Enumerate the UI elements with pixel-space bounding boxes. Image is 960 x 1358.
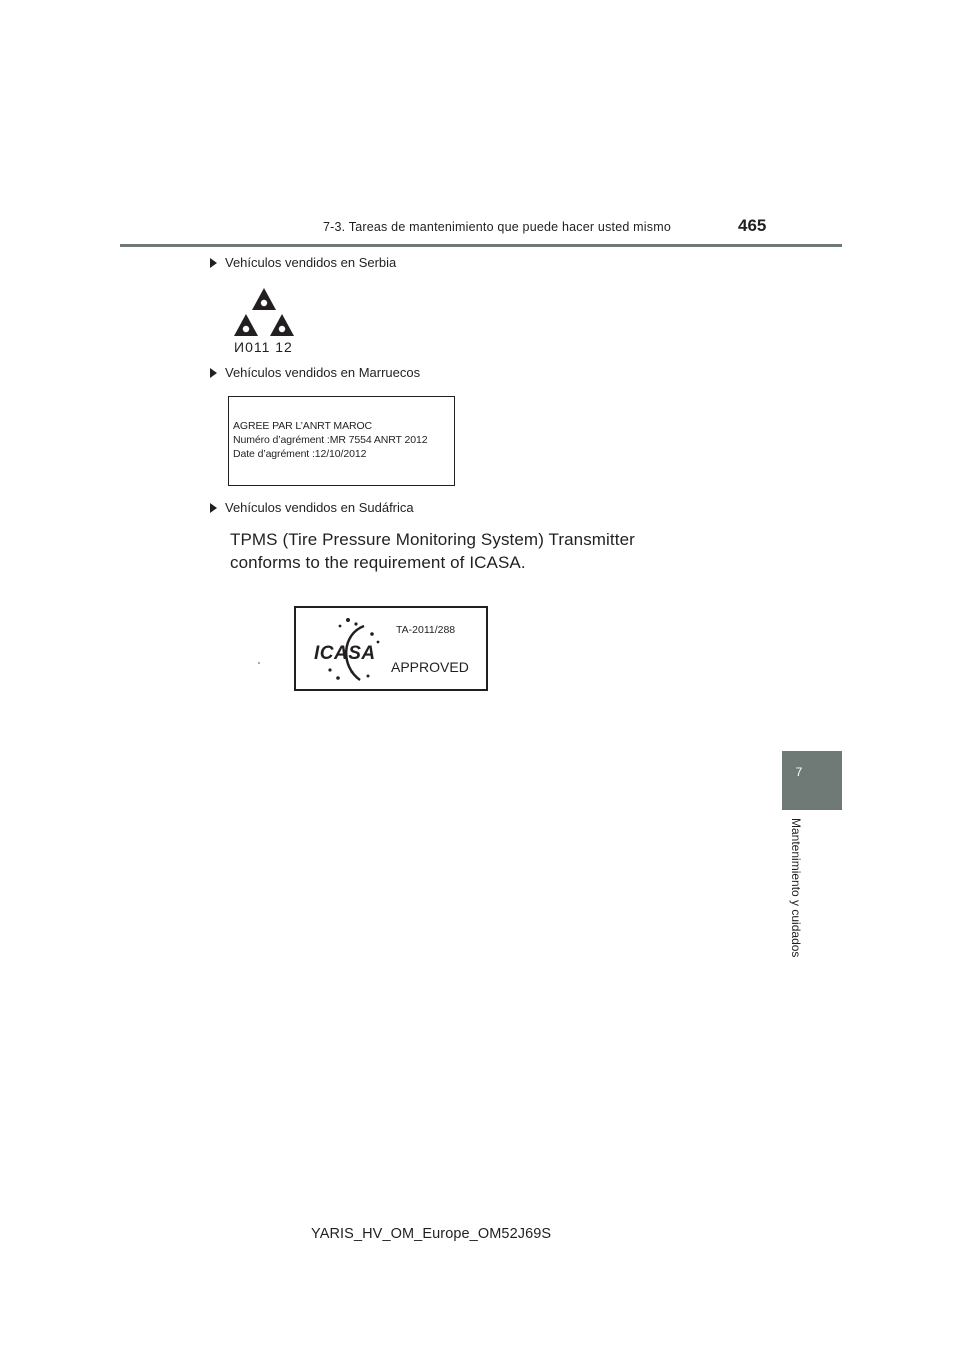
- bullet-triangle-icon: [210, 503, 217, 513]
- serbia-approval-mark: [232, 286, 296, 356]
- section-heading-text: Vehículos vendidos en Serbia: [225, 255, 397, 270]
- section-heading-text: Vehículos vendidos en Marruecos: [225, 365, 421, 380]
- icasa-logo: [312, 612, 388, 688]
- approved-text: APPROVED: [391, 659, 469, 675]
- section-heading-serbia: [210, 255, 396, 270]
- footer-code: YARIS_HV_OM_Europe_OM52J69S: [311, 1226, 552, 1242]
- certificate-line: Date d’agrément :12/10/2012: [233, 448, 367, 460]
- certificate-line: Numéro d’agrément :MR 7554 ANRT 2012: [233, 434, 428, 446]
- certificate-line: AGREE PAR L’ANRT MAROC: [233, 420, 373, 432]
- triangle-left-icon: [234, 314, 258, 336]
- icasa-logo-text: ICASA: [314, 643, 376, 664]
- icasa-approval-label: [294, 606, 488, 691]
- chapter-label: Mantenimiento y cuidados: [789, 818, 803, 958]
- section-heading-morocco: [210, 365, 420, 380]
- bullet-triangle-icon: [210, 368, 217, 378]
- serbia-mark-code: И011 12: [234, 339, 293, 355]
- chapter-number: 7: [795, 765, 803, 779]
- tiny-dot: [258, 662, 260, 664]
- section-heading-text: Vehículos vendidos en Sudáfrica: [225, 500, 414, 515]
- morocco-certificate-box: [228, 396, 455, 486]
- type-approval-number: TA-2011/288: [396, 624, 456, 636]
- page-number: 465: [738, 216, 767, 235]
- chapter-tab: [782, 751, 842, 810]
- bullet-triangle-icon: [210, 258, 217, 268]
- section-heading-south-africa: [210, 500, 414, 515]
- tpms-statement-line: conforms to the requirement of ICASA.: [230, 553, 526, 572]
- header-rule: [120, 244, 842, 247]
- triangle-top-icon: [252, 288, 276, 310]
- header-title: 7-3. Tareas de mantenimiento que puede hacer usted mismo: [323, 220, 671, 234]
- tpms-statement-line: TPMS (Tire Pressure Monitoring System) Transmitter: [230, 530, 635, 549]
- triangle-right-icon: [270, 314, 294, 336]
